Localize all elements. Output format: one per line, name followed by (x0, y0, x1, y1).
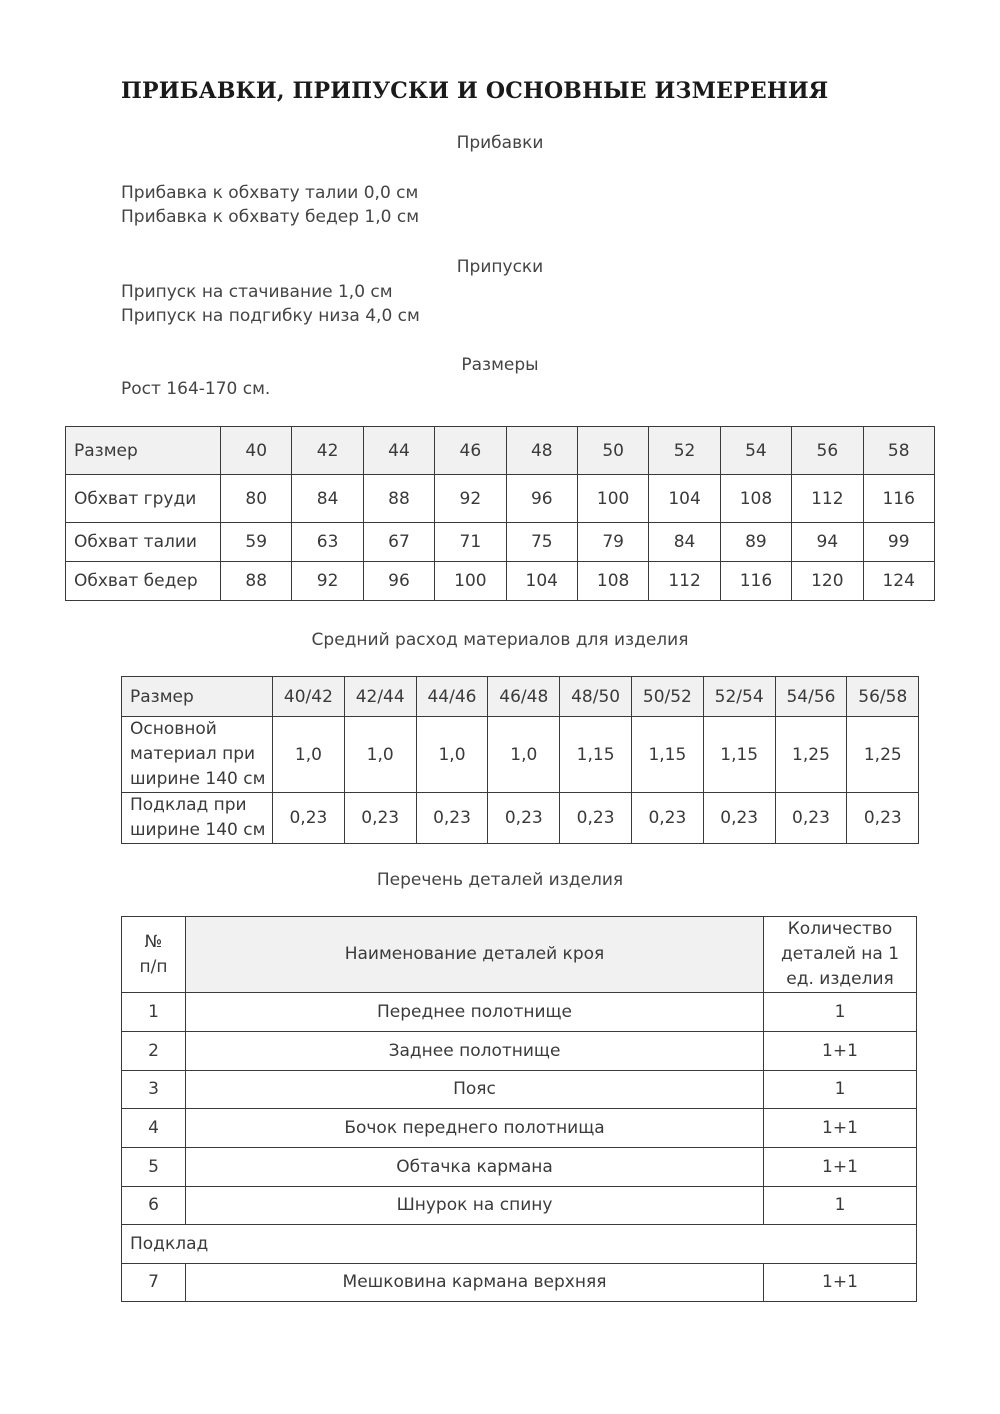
table-cell: Шнурок на спину (186, 1187, 764, 1225)
table-cell: Размер (66, 427, 221, 475)
table-cell: 44 (363, 427, 434, 475)
table-cell: Обхват бедер (66, 562, 221, 601)
table-cell: Мешковина кармана верхняя (186, 1264, 764, 1302)
table-cell: 94 (792, 523, 863, 562)
table-cell: 1,15 (703, 717, 775, 793)
row-label-line: материал при (130, 744, 256, 764)
table-cell: 67 (363, 523, 434, 562)
row-label-line: Основной (130, 719, 217, 739)
table-cell: 108 (720, 475, 791, 523)
table-row (122, 993, 917, 1032)
table-cell: 7 (122, 1264, 186, 1302)
table-cell: 40 (221, 427, 292, 475)
table-cell: 42/44 (344, 677, 416, 717)
table-cell: 3 (122, 1071, 186, 1109)
sizes-heading: Размеры (461, 355, 539, 375)
table-cell: 0,23 (273, 793, 345, 844)
table-cell: 1 (764, 1071, 917, 1109)
table-cell: Переднее полотнище (186, 993, 764, 1032)
table-cell: 0,23 (847, 793, 919, 844)
table-cell: 99 (863, 523, 934, 562)
table-cell: 56 (792, 427, 863, 475)
header-num-cell (122, 917, 186, 993)
table-cell: Обтачка кармана (186, 1148, 764, 1187)
header-line: Количество (787, 919, 893, 939)
row-label-line: ширине 140 см (130, 769, 266, 789)
table-cell: 104 (649, 475, 720, 523)
table-cell: Обхват талии (66, 523, 221, 562)
table-cell: 42 (292, 427, 363, 475)
row-label-line: ширине 140 см (130, 820, 266, 840)
table-cell: 112 (792, 475, 863, 523)
allowances-heading: Прибавки (456, 133, 544, 153)
table-cell: 1,15 (631, 717, 703, 793)
table-cell: 96 (363, 562, 434, 601)
table-cell: 88 (221, 562, 292, 601)
table-cell: 6 (122, 1187, 186, 1225)
table-row (66, 475, 935, 523)
table-cell: 1,25 (775, 717, 847, 793)
table-cell: 0,23 (703, 793, 775, 844)
table-cell: 4 (122, 1109, 186, 1148)
table-cell: 1+1 (764, 1032, 917, 1071)
table-cell (122, 717, 273, 793)
table-cell: 58 (863, 427, 934, 475)
table-cell: Обхват груди (66, 475, 221, 523)
table-cell: 124 (863, 562, 934, 601)
table-cell: 1,0 (416, 717, 488, 793)
allowance-line: Прибавка к обхвату талии 0,0 см (121, 183, 419, 203)
table-cell (122, 793, 273, 844)
section-label: Подклад (122, 1225, 917, 1264)
seam-line: Припуск на подгибку низа 4,0 см (121, 306, 420, 326)
table-row (122, 1032, 917, 1071)
table-cell: 54 (720, 427, 791, 475)
seams-heading: Припуски (456, 257, 544, 277)
header-name-cell: Наименование деталей кроя (186, 917, 764, 993)
consumption-heading: Средний расход материалов для изделия (311, 630, 689, 650)
table-cell: 108 (577, 562, 648, 601)
table-cell: 1 (764, 1187, 917, 1225)
table-cell: 1,25 (847, 717, 919, 793)
header-qty-cell (764, 917, 917, 993)
table-row (122, 1071, 917, 1109)
table-cell: 1 (764, 993, 917, 1032)
table-cell: 63 (292, 523, 363, 562)
table-row (122, 1109, 917, 1148)
table-cell: 1 (122, 993, 186, 1032)
table-cell: 0,23 (416, 793, 488, 844)
seam-line: Припуск на стачивание 1,0 см (121, 282, 393, 302)
table-cell: 0,23 (631, 793, 703, 844)
table-cell: 59 (221, 523, 292, 562)
table-cell: 54/56 (775, 677, 847, 717)
table-cell: 100 (435, 562, 506, 601)
page-title: ПРИБАВКИ, ПРИПУСКИ И ОСНОВНЫЕ ИЗМЕРЕНИЯ (121, 78, 829, 104)
table-cell: 48 (506, 427, 577, 475)
table-cell: 52 (649, 427, 720, 475)
table-cell: 1,0 (344, 717, 416, 793)
table-cell: 40/42 (273, 677, 345, 717)
table-cell: 50 (577, 427, 648, 475)
table-cell: 0,23 (560, 793, 632, 844)
table-cell: 112 (649, 562, 720, 601)
parts-heading: Перечень деталей изделия (376, 870, 624, 890)
table-row (122, 717, 919, 793)
consumption-table (121, 676, 919, 844)
section-row (122, 1225, 917, 1264)
table-cell: 92 (292, 562, 363, 601)
table-header-row (122, 677, 919, 717)
allowance-line: Прибавка к обхвату бедер 1,0 см (121, 207, 420, 227)
table-cell: 0,23 (344, 793, 416, 844)
height-line: Рост 164-170 см. (121, 379, 271, 399)
header-line: деталей на 1 (780, 944, 900, 964)
table-row (122, 793, 919, 844)
table-cell: 79 (577, 523, 648, 562)
table-row (122, 1264, 917, 1302)
table-row (122, 1148, 917, 1187)
table-row (122, 1187, 917, 1225)
parts-table (121, 916, 917, 1302)
table-cell: 71 (435, 523, 506, 562)
table-cell: 80 (221, 475, 292, 523)
table-cell: 52/54 (703, 677, 775, 717)
table-cell: 0,23 (775, 793, 847, 844)
table-cell: 1+1 (764, 1148, 917, 1187)
table-cell: 46/48 (488, 677, 560, 717)
table-cell: 50/52 (631, 677, 703, 717)
header-line: ед. изделия (786, 969, 894, 989)
table-cell: 84 (292, 475, 363, 523)
table-header-row (66, 427, 935, 475)
table-cell: 48/50 (560, 677, 632, 717)
table-cell: 46 (435, 427, 506, 475)
table-cell: 88 (363, 475, 434, 523)
table-header-row (122, 917, 917, 993)
table-cell: 1,15 (560, 717, 632, 793)
table-cell: 116 (863, 475, 934, 523)
table-cell: 1+1 (764, 1264, 917, 1302)
table-cell: 5 (122, 1148, 186, 1187)
table-cell: 116 (720, 562, 791, 601)
table-cell: 1+1 (764, 1109, 917, 1148)
table-row (66, 562, 935, 601)
row-label-line: Подклад при (130, 795, 247, 815)
table-cell: 44/46 (416, 677, 488, 717)
table-cell: 75 (506, 523, 577, 562)
table-cell: Пояс (186, 1071, 764, 1109)
table-cell: 100 (577, 475, 648, 523)
sizes-table (65, 426, 935, 601)
header-line: № (144, 931, 163, 952)
table-row (66, 523, 935, 562)
table-cell: 1,0 (488, 717, 560, 793)
table-cell: Бочок переднего полотнища (186, 1109, 764, 1148)
table-cell: Размер (122, 677, 273, 717)
table-cell: 84 (649, 523, 720, 562)
table-cell: 56/58 (847, 677, 919, 717)
table-cell: 104 (506, 562, 577, 601)
table-cell: 0,23 (488, 793, 560, 844)
table-cell: 92 (435, 475, 506, 523)
table-cell: 89 (720, 523, 791, 562)
table-cell: 2 (122, 1032, 186, 1071)
table-cell: Заднее полотнище (186, 1032, 764, 1071)
header-line: п/п (139, 956, 168, 977)
table-cell: 96 (506, 475, 577, 523)
table-cell: 1,0 (273, 717, 345, 793)
table-cell: 120 (792, 562, 863, 601)
